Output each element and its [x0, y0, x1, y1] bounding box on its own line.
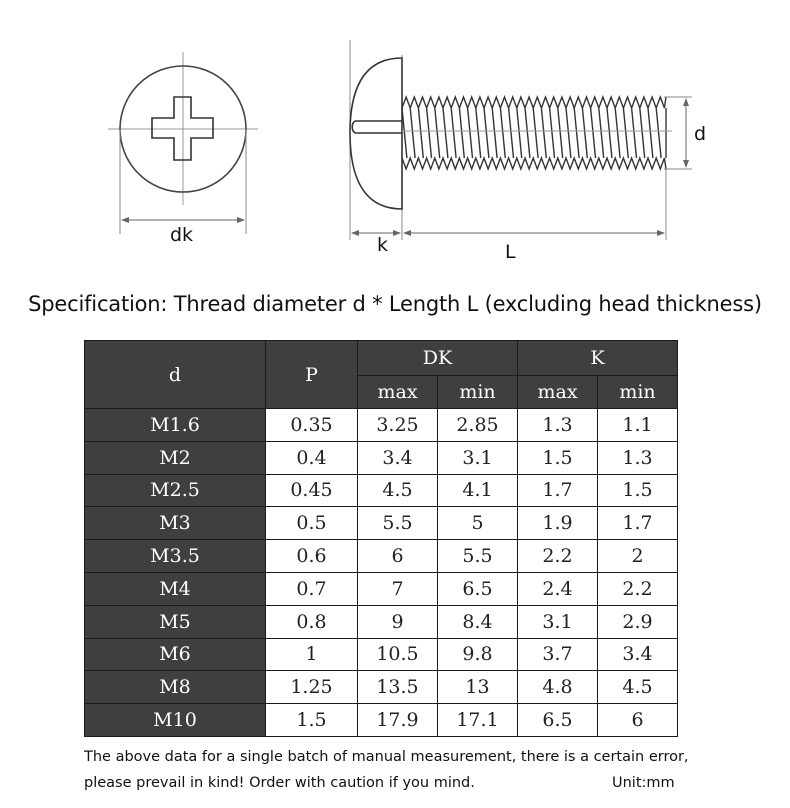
- dk-max-cell: 9: [358, 605, 438, 638]
- k-max-cell: 3.7: [518, 638, 598, 671]
- dk-min-cell: 5: [438, 507, 518, 540]
- pitch-cell: 0.35: [266, 409, 358, 442]
- spec-table: [84, 340, 678, 737]
- dk-max-cell: 3.25: [358, 409, 438, 442]
- table-row: [85, 671, 678, 704]
- length-label: L: [505, 241, 516, 263]
- dk-min-cell: 3.1: [438, 441, 518, 474]
- pitch-cell: 0.6: [266, 540, 358, 573]
- k-max-cell: 4.8: [518, 671, 598, 704]
- k-max-cell: 2.4: [518, 572, 598, 605]
- k-min-cell: 2: [598, 540, 678, 573]
- k-min-cell: 1.5: [598, 474, 678, 507]
- unit-label: Unit:mm: [612, 775, 675, 791]
- k-min-cell: 2.9: [598, 605, 678, 638]
- dk-min-cell: 8.4: [438, 605, 518, 638]
- size-cell: M2: [85, 441, 266, 474]
- header-p: P: [266, 341, 358, 409]
- size-cell: M3.5: [85, 540, 266, 573]
- pitch-cell: 0.45: [266, 474, 358, 507]
- size-cell: M5: [85, 605, 266, 638]
- dk-max-cell: 4.5: [358, 474, 438, 507]
- pitch-cell: 0.7: [266, 572, 358, 605]
- pitch-cell: 0.8: [266, 605, 358, 638]
- header-k-max: max: [518, 376, 598, 409]
- dk-min-cell: 2.85: [438, 409, 518, 442]
- pitch-cell: 1.5: [266, 704, 358, 737]
- spec-title: Specification: Thread diameter d * Length L (excluding head thickness): [28, 292, 762, 316]
- pitch-cell: 1: [266, 638, 358, 671]
- dk-max-cell: 7: [358, 572, 438, 605]
- size-cell: M10: [85, 704, 266, 737]
- size-cell: M8: [85, 671, 266, 704]
- table-row: [85, 409, 678, 442]
- k-max-cell: 1.3: [518, 409, 598, 442]
- k-label: k: [377, 234, 389, 256]
- screw-side-view: [350, 40, 692, 240]
- k-min-cell: 1.7: [598, 507, 678, 540]
- header-d: d: [85, 341, 266, 409]
- table-row: [85, 507, 678, 540]
- k-min-cell: 1.1: [598, 409, 678, 442]
- k-min-cell: 1.3: [598, 441, 678, 474]
- table-row: [85, 704, 678, 737]
- header-k: K: [518, 341, 678, 376]
- k-max-cell: 6.5: [518, 704, 598, 737]
- thread-diameter-label: d: [694, 123, 707, 145]
- pitch-cell: 0.4: [266, 441, 358, 474]
- dk-max-cell: 10.5: [358, 638, 438, 671]
- k-max-cell: 3.1: [518, 605, 598, 638]
- pitch-cell: 1.25: [266, 671, 358, 704]
- dk-label: dk: [170, 224, 194, 246]
- dk-max-cell: 5.5: [358, 507, 438, 540]
- size-cell: M4: [85, 572, 266, 605]
- k-min-cell: 2.2: [598, 572, 678, 605]
- table-row: [85, 572, 678, 605]
- table-row: [85, 474, 678, 507]
- size-cell: M1.6: [85, 409, 266, 442]
- k-max-cell: 1.7: [518, 474, 598, 507]
- size-cell: M3: [85, 507, 266, 540]
- size-cell: M6: [85, 638, 266, 671]
- header-dk-min: min: [438, 376, 518, 409]
- dk-min-cell: 6.5: [438, 572, 518, 605]
- size-cell: M2.5: [85, 474, 266, 507]
- k-max-cell: 1.9: [518, 507, 598, 540]
- head-slot: [352, 121, 402, 133]
- dk-max-cell: 13.5: [358, 671, 438, 704]
- dk-min-cell: 13: [438, 671, 518, 704]
- screw-diagram: [0, 0, 790, 280]
- header-dk-max: max: [358, 376, 438, 409]
- dk-max-cell: 17.9: [358, 704, 438, 737]
- header-k-min: min: [598, 376, 678, 409]
- table-row: [85, 540, 678, 573]
- footnote-line-2: please prevail in kind! Order with caution if you mind.: [84, 775, 475, 791]
- screw-thread: [402, 97, 666, 169]
- dk-max-cell: 3.4: [358, 441, 438, 474]
- dk-min-cell: 4.1: [438, 474, 518, 507]
- k-min-cell: 4.5: [598, 671, 678, 704]
- table-row: [85, 441, 678, 474]
- k-max-cell: 2.2: [518, 540, 598, 573]
- head-top-view: [108, 52, 258, 234]
- footnote-line-1: The above data for a single batch of manual measurement, there is a certain error,: [84, 749, 689, 765]
- table-row: [85, 638, 678, 671]
- dk-min-cell: 9.8: [438, 638, 518, 671]
- dk-min-cell: 17.1: [438, 704, 518, 737]
- k-min-cell: 3.4: [598, 638, 678, 671]
- table-row: [85, 605, 678, 638]
- dk-min-cell: 5.5: [438, 540, 518, 573]
- header-dk: DK: [358, 341, 518, 376]
- dk-max-cell: 6: [358, 540, 438, 573]
- pitch-cell: 0.5: [266, 507, 358, 540]
- k-max-cell: 1.5: [518, 441, 598, 474]
- k-min-cell: 6: [598, 704, 678, 737]
